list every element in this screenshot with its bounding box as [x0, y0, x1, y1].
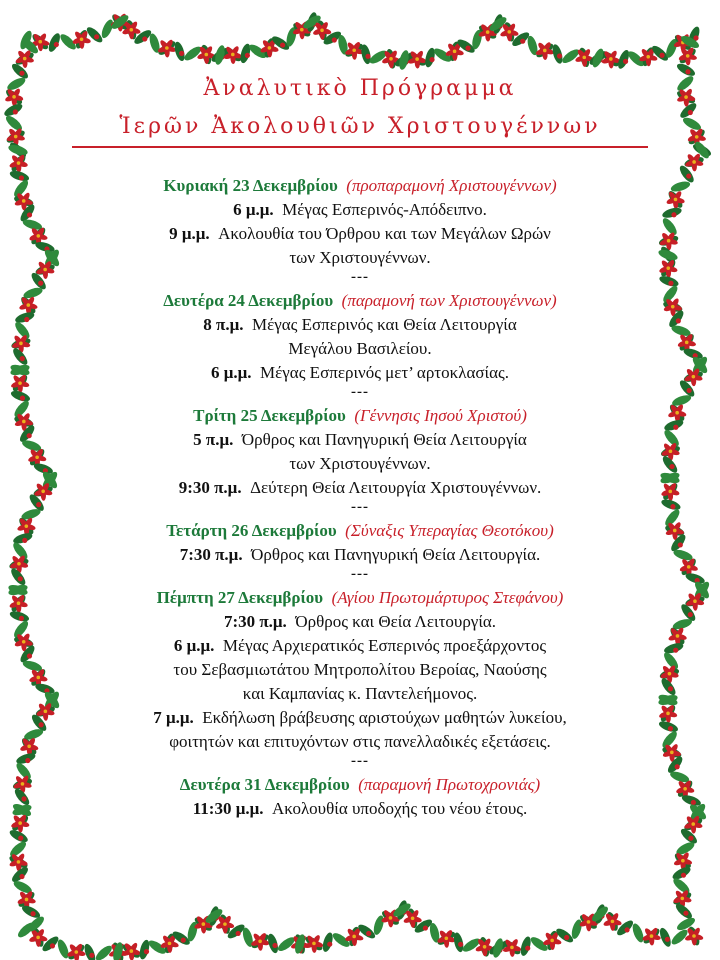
event-line	[60, 610, 660, 634]
holly-berry-icon	[365, 54, 370, 59]
event-time: 7 μ.μ.	[153, 708, 194, 727]
holly-leaf-icon	[519, 935, 533, 957]
holly-berry-icon	[683, 911, 688, 916]
holly-berry-icon	[50, 943, 55, 948]
event-text: Μεγάλου Βασιλείου.	[288, 339, 432, 358]
event-text: Δεύτερη Θεία Λειτουργία Χριστουγέννων.	[250, 478, 542, 497]
event-time: 6 μ.μ.	[233, 200, 274, 219]
holly-berry-icon	[691, 800, 696, 805]
day-heading	[60, 772, 660, 797]
holly-berry-icon	[668, 686, 673, 691]
day-name: Πέμπτη 27 Δεκεμβρίου	[156, 588, 324, 607]
event-time: 8 π.μ.	[203, 315, 244, 334]
event-line	[60, 476, 660, 500]
holly-berry-icon	[688, 612, 693, 617]
holly-berry-icon	[94, 34, 99, 39]
event-line	[60, 634, 660, 658]
event-line	[60, 428, 660, 452]
holly-berry-icon	[179, 51, 184, 56]
holly-berry-icon	[688, 836, 693, 841]
holly-berry-icon	[673, 648, 678, 653]
holly-berry-icon	[465, 46, 470, 51]
holly-leaf-icon	[94, 943, 115, 960]
holly-berry-icon	[21, 796, 26, 801]
event-text: φοιτητών και επιτυχόντων στις πανελλαδικές εξετάσεις.	[169, 732, 551, 751]
holly-leaf-icon	[570, 918, 584, 940]
event-text: Όρθρος και Πανηγυρική Θεία Λειτουργία.	[251, 545, 541, 564]
holly-leaf-icon	[630, 922, 645, 944]
event-text: Εκδήλωση βράβευσης αριστούχων μαθητών λυκείου,	[202, 708, 567, 727]
holly-berry-icon	[366, 931, 371, 936]
holly-berry-icon	[429, 57, 434, 62]
holly-leaf-icon	[461, 936, 482, 954]
holly-berry-icon	[20, 396, 25, 401]
holly-berry-icon	[27, 433, 32, 438]
separator: ---	[351, 566, 369, 582]
holly-berry-icon	[678, 542, 683, 547]
event-text: των Χριστουγέννων.	[289, 248, 431, 267]
event-time: 6 μ.μ.	[211, 363, 252, 382]
holly-berry-icon	[142, 36, 147, 41]
event-text: Μέγας Αρχιερατικός Εσπερινός προεξάρχοντος	[222, 636, 547, 655]
holly-berry-icon	[19, 71, 24, 76]
holly-berry-icon	[525, 946, 530, 951]
day-block	[60, 772, 660, 821]
holly-berry-icon	[24, 317, 29, 322]
holly-berry-icon	[36, 502, 41, 507]
day-heading	[60, 403, 660, 428]
holly-berry-icon	[669, 464, 674, 469]
holly-berry-icon	[27, 212, 32, 217]
holly-berry-icon	[623, 59, 628, 64]
day-block	[60, 585, 660, 754]
holly-berry-icon	[20, 356, 25, 361]
day-block	[60, 403, 660, 500]
feast-name: (προπαραμονή Χριστουγέννων)	[346, 176, 557, 195]
holly-leaf-icon	[659, 471, 681, 485]
holly-leaf-icon	[661, 206, 683, 220]
holly-berry-icon	[458, 942, 463, 947]
event-time: 9:30 π.μ.	[178, 478, 242, 497]
day-block	[60, 173, 660, 270]
holly-berry-icon	[675, 764, 680, 769]
holly-berry-icon	[332, 37, 337, 42]
day-heading	[60, 288, 660, 313]
event-text: Μέγας Εσπερινός μετ’ αρτοκλασίας.	[260, 363, 509, 382]
holly-leaf-icon	[9, 363, 31, 378]
holly-berry-icon	[520, 39, 525, 44]
holly-berry-icon	[564, 935, 569, 940]
holly-leaf-icon	[182, 44, 203, 63]
holly-berry-icon	[27, 653, 32, 658]
holly-berry-icon	[39, 722, 44, 727]
event-line	[60, 452, 660, 476]
event-line	[60, 337, 660, 361]
event-text: Μέγας Εσπερινός και Θεία Λειτουργία	[251, 315, 517, 334]
event-line	[60, 797, 660, 821]
holly-berry-icon	[38, 281, 43, 286]
feast-name: (παραμονή Πρωτοχρονιάς)	[358, 775, 541, 794]
event-text: του Σεβασμιωτάτου Μητροπολίτου Βεροίας, Ναούσης	[173, 660, 547, 679]
event-time: 9 μ.μ.	[169, 224, 210, 243]
separator: ---	[351, 753, 369, 769]
event-line	[60, 246, 660, 270]
holly-berry-icon	[25, 758, 30, 763]
holly-berry-icon	[671, 212, 676, 217]
event-line	[60, 706, 660, 730]
holly-berry-icon	[687, 388, 692, 393]
holly-berry-icon	[665, 937, 670, 942]
holly-berry-icon	[659, 53, 664, 58]
holly-berry-icon	[327, 942, 332, 947]
holly-berry-icon	[668, 281, 673, 286]
event-text: Όρθρος και Πανηγυρική Θεία Λειτουργία	[241, 430, 527, 449]
event-text: Όρθρος και Θεία Λειτουργία.	[295, 612, 497, 631]
holly-berry-icon	[673, 425, 678, 430]
holly-berry-icon	[681, 873, 686, 878]
event-line	[60, 730, 660, 754]
event-line	[60, 361, 660, 385]
separator: ---	[351, 269, 369, 285]
title-divider	[72, 146, 648, 148]
holly-leaf-icon	[321, 931, 335, 953]
day-heading	[60, 173, 660, 198]
holly-berry-icon	[245, 53, 250, 58]
holly-berry-icon	[54, 42, 59, 47]
separator: ---	[351, 384, 369, 400]
day-block	[60, 518, 660, 567]
day-name: Δευτέρα 24 Δεκεμβρίου	[163, 291, 334, 310]
day-block	[60, 288, 660, 385]
holly-berry-icon	[272, 943, 277, 948]
holly-berry-icon	[686, 173, 691, 178]
event-line	[60, 658, 660, 682]
day-name: Τρίτη 25 Δεκεμβρίου	[193, 406, 346, 425]
holly-berry-icon	[423, 925, 428, 930]
poinsettia-icon	[9, 594, 29, 613]
event-text: Ακολουθία του Όρθρου και των Μεγάλων Ωρών	[218, 224, 551, 243]
event-line	[60, 222, 660, 246]
title-line-2: Ἱερῶν Ἀκολουθιῶν Χριστουγέννων	[119, 114, 601, 139]
event-text: των Χριστουγέννων.	[289, 454, 431, 473]
holly-berry-icon	[18, 576, 23, 581]
holly-berry-icon	[19, 175, 24, 180]
event-text: και Καμπανίας κ. Παντελεήμονος.	[242, 684, 478, 703]
holly-berry-icon	[685, 69, 690, 74]
event-line	[60, 313, 660, 337]
separator: ---	[351, 499, 369, 515]
event-time: 7:30 π.μ.	[223, 612, 287, 631]
event-text: Ακολουθία υποδοχής του νέου έτους.	[271, 799, 528, 818]
day-heading	[60, 518, 660, 543]
feast-name: (Αγίου Πρωτομάρτυρος Στεφάνου)	[331, 588, 564, 607]
event-time: 5 π.μ.	[193, 430, 234, 449]
holly-berry-icon	[670, 504, 675, 509]
holly-berry-icon	[30, 911, 35, 916]
holly-berry-icon	[19, 874, 24, 879]
holly-berry-icon	[89, 953, 94, 958]
title-line-1: Ἀναλυτικὸ Πρόγραμμα	[203, 76, 517, 101]
holly-leaf-icon	[372, 914, 386, 936]
holly-berry-icon	[624, 927, 629, 932]
poinsettia-icon	[666, 190, 686, 209]
event-text: Μέγας Εσπερινός-Απόδειπνο.	[282, 200, 487, 219]
holly-leaf-icon	[7, 583, 29, 597]
poinsettia-icon	[437, 929, 457, 948]
event-line	[60, 543, 660, 567]
holly-berry-icon	[676, 318, 681, 323]
holly-berry-icon	[181, 938, 186, 943]
event-line	[60, 198, 660, 222]
feast-name: (Γέννησις Ιησού Χριστού)	[354, 406, 527, 425]
holly-leaf-icon	[8, 839, 28, 859]
event-time: 6 μ.μ.	[173, 636, 215, 655]
holly-leaf-icon	[99, 18, 115, 40]
holly-berry-icon	[557, 53, 562, 58]
holly-berry-icon	[236, 931, 241, 936]
holly-leaf-icon	[657, 693, 679, 708]
holly-berry-icon	[668, 726, 673, 731]
holly-berry-icon	[19, 616, 24, 621]
day-name: Δευτέρα 31 Δεκεμβρίου	[179, 775, 350, 794]
holly-leaf-icon	[560, 47, 581, 66]
schedule	[60, 173, 660, 821]
feast-name: (παραμονή των Χριστουγέννων)	[341, 291, 557, 310]
day-heading	[60, 585, 660, 610]
event-time: 11:30 μ.μ.	[192, 799, 264, 818]
day-name: Τετάρτη 26 Δεκεμβρίου	[166, 521, 337, 540]
holly-leaf-icon	[82, 942, 97, 960]
holly-berry-icon	[18, 836, 23, 841]
event-time: 7:30 π.μ.	[179, 545, 243, 564]
holly-berry-icon	[280, 42, 285, 47]
holly-berry-icon	[22, 538, 27, 543]
holly-berry-icon	[144, 949, 149, 954]
feast-name: (Σύναξις Υπεραγίας Θεοτόκου)	[345, 521, 554, 540]
event-line	[60, 682, 660, 706]
day-name: Κυριακή 23 Δεκεμβρίου	[163, 176, 338, 195]
